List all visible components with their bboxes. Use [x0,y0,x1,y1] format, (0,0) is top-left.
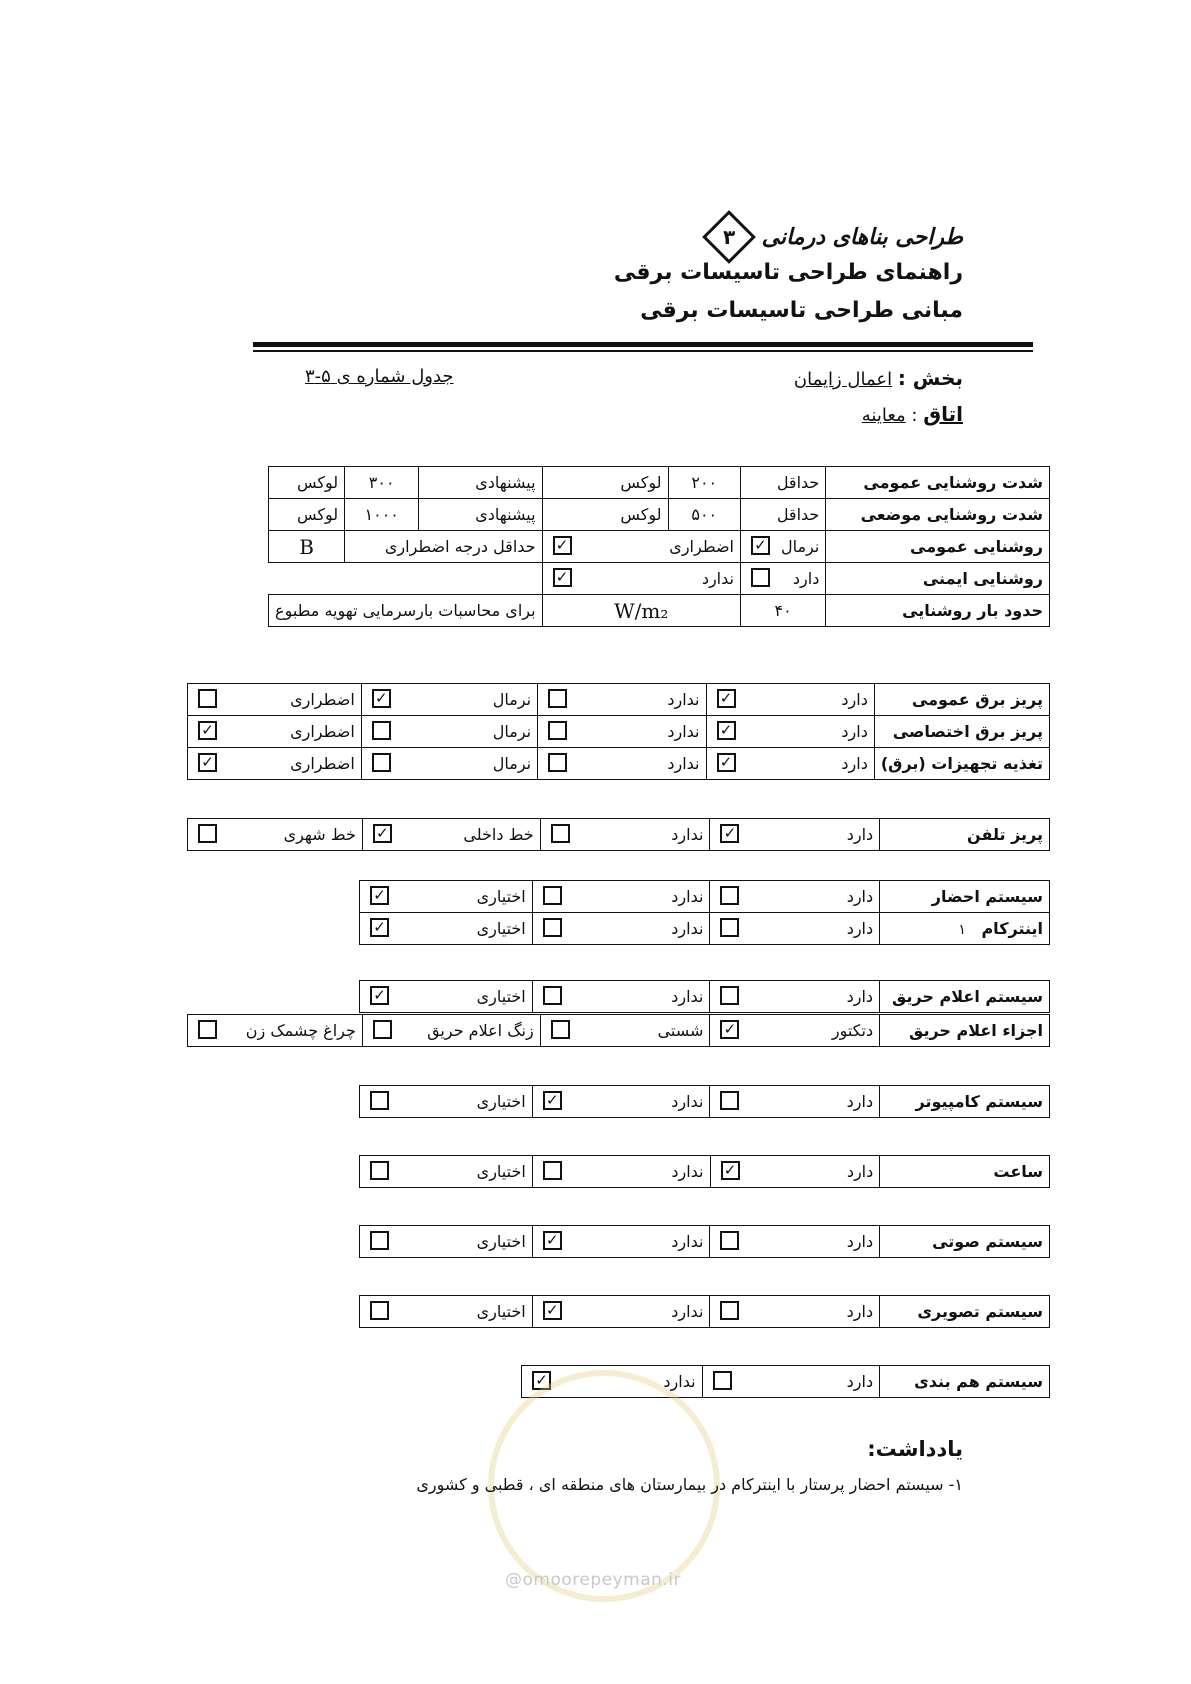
table-row [360,1226,1050,1258]
option-label: دارد [846,919,874,938]
option-label: اختیاری [476,1092,526,1111]
optional-option[interactable] [360,913,533,945]
option-label: اختیاری [476,919,526,938]
notes-heading: یادداشت: [867,1437,963,1461]
checkbox[interactable] [543,1161,562,1180]
option-label: ندارد [671,919,704,938]
empty-cell [269,563,543,595]
has-option[interactable] [740,563,825,595]
option-label: اختیاری [476,987,526,1006]
section-value: اعمال زایمان [793,369,893,390]
row-label: پریز برق عمومی [874,684,1049,716]
checkbox[interactable] [543,1231,562,1250]
option-label: دارد [841,722,868,741]
optional-option[interactable] [360,881,533,913]
checkbox[interactable] [370,918,389,937]
emergency-option[interactable] [188,684,362,716]
option-label: اختیاری [476,1232,526,1251]
has-option[interactable] [702,1366,880,1398]
checkbox[interactable] [372,689,391,708]
option-label: اضطراری [290,754,355,773]
table-row [360,913,1050,945]
rec-label: پیشنهادی [419,467,542,499]
option-label: ندارد [701,569,734,588]
min-unit: لوکس [542,499,668,531]
not-has-option[interactable] [542,563,740,595]
option-label: خط داخلی [463,825,534,844]
not-has-option[interactable] [532,1226,710,1258]
emergency-option[interactable] [542,531,740,563]
guide-subtitle: مبانی طراحی تاسیسات برقی [640,298,963,323]
option-label: دارد [841,754,868,773]
checkbox[interactable] [720,1020,739,1039]
safety-lighting-label: روشنایی ایمنی [826,563,1050,595]
table-row [269,531,1050,563]
checkbox[interactable] [717,721,736,740]
table-row [188,819,1050,851]
lighting-load-unit: W/m₂ [542,595,740,627]
note-item: ۱- سیستم احضار پرستار با اینترکام در بیمارستان های منطقه ای ، قطبی و کشوری [416,1475,963,1494]
option-label: نرمال [492,722,532,741]
checkbox[interactable] [370,986,389,1005]
checkbox[interactable] [721,1161,740,1180]
checkbox[interactable] [717,689,736,708]
series-header [710,218,963,256]
lighting-load-value: ۴۰ [740,595,825,627]
min-label: حداقل [740,499,825,531]
not-has-option[interactable] [538,716,706,748]
checkbox[interactable] [553,568,572,587]
option-label: دارد [846,887,874,906]
checkbox[interactable] [720,886,739,905]
city-line-option[interactable] [188,819,363,851]
fire-parts-table [187,1014,1050,1047]
watermark-text: @omoorepeyman.ir [505,1570,682,1590]
rec-value: ۱۰۰۰ [345,499,419,531]
clock-table [359,1155,1050,1188]
normal-option[interactable] [361,684,537,716]
row-label: ساعت [880,1156,1050,1188]
option-label: اضطراری [669,537,734,556]
table-row [188,1015,1050,1047]
has-option[interactable] [710,1156,880,1188]
checkbox[interactable] [717,753,736,772]
not-has-option[interactable] [532,1156,710,1188]
row-label: پریز برق اختصاصی [874,716,1049,748]
internal-line-option[interactable] [362,819,540,851]
option-label: ندارد [671,987,704,1006]
option-label: ندارد [671,1232,704,1251]
table-row [188,716,1050,748]
checkbox[interactable] [720,986,739,1005]
checkbox[interactable] [198,824,217,843]
has-option[interactable] [710,1086,880,1118]
checkbox[interactable] [543,918,562,937]
checkbox[interactable] [720,824,739,843]
table-row [188,748,1050,780]
option-label: اختیاری [476,1302,526,1321]
rec-value: ۳۰۰ [345,467,419,499]
room-value: معاینه [861,405,906,426]
room-label: اتاق [923,402,963,426]
video-table [359,1295,1050,1328]
has-option[interactable] [710,913,880,945]
optional-option[interactable] [360,981,533,1013]
checkbox[interactable] [543,1091,562,1110]
has-option[interactable] [706,684,874,716]
lighting-table [268,466,1050,627]
option-label: دارد [841,690,868,709]
phone-label: پریز تلفن [880,819,1050,851]
not-has-option[interactable] [540,819,710,851]
normal-option[interactable] [361,716,537,748]
row-label: سیستم احضار [880,881,1050,913]
general-lighting-label: روشنایی عمومی [826,531,1050,563]
header-rule-thick [253,342,1033,347]
option-label: دارد [846,1302,874,1321]
checkbox[interactable] [548,689,567,708]
has-option[interactable] [710,881,880,913]
checkbox[interactable] [372,721,391,740]
min-value: ۲۰۰ [668,467,740,499]
checkbox[interactable] [372,753,391,772]
checkbox[interactable] [370,1091,389,1110]
not-has-option[interactable] [532,1086,710,1118]
checkbox[interactable] [720,1091,739,1110]
rec-label: پیشنهادی [419,499,542,531]
option-label: دارد [846,1092,874,1111]
table-row [360,1086,1050,1118]
option-label: دارد [846,987,874,1006]
fire-alarm-label: سیستم اعلام حریق [880,981,1050,1013]
checkbox[interactable] [370,1161,389,1180]
lighting-load-note: برای محاسبات بارسرمایی تهویه مطبوع [269,595,543,627]
table-row [188,684,1050,716]
table-row [269,563,1050,595]
option-label: دارد [846,1162,874,1181]
series-number: ۳ [722,225,735,249]
row-label: سیستم کامپیوتر [880,1086,1050,1118]
table-row [269,467,1050,499]
option-label: ندارد [667,722,700,741]
rec-unit: لوکس [269,467,345,499]
has-option[interactable] [706,748,874,780]
checkbox[interactable] [198,689,217,708]
checkbox[interactable] [551,1020,570,1039]
optional-option[interactable] [360,1156,533,1188]
option-label: دارد [846,1232,874,1251]
flashing-light-option[interactable] [188,1015,363,1047]
phone-table [187,818,1050,851]
has-option[interactable] [706,716,874,748]
table-reference: جدول شماره ی ۵-۳ [305,366,454,387]
option-label: ندارد [671,1092,704,1111]
checkbox[interactable] [548,753,567,772]
footnote-ref: ۱ [958,921,966,938]
checkbox[interactable] [198,721,217,740]
option-label: ندارد [671,887,704,906]
call-table [359,880,1050,945]
table-row [360,981,1050,1013]
not-has-option[interactable] [538,748,706,780]
checkbox[interactable] [720,918,739,937]
fire-alarm-table [359,980,1050,1013]
optional-option[interactable] [360,1296,533,1328]
option-label: دارد [792,569,820,588]
not-has-option[interactable] [538,684,706,716]
guide-title: راهنمای طراحی تاسیسات برقی [613,260,963,285]
checkbox[interactable] [373,1020,392,1039]
checkbox[interactable] [543,986,562,1005]
option-label: اضطراری [290,690,355,709]
checkbox[interactable] [543,1301,562,1320]
optional-option[interactable] [360,1226,533,1258]
checkbox[interactable] [551,824,570,843]
option-label: شستی [657,1021,704,1040]
option-label: ندارد [663,1372,696,1391]
option-label: ندارد [671,1302,704,1321]
option-label: دتکتور [831,1021,874,1040]
checkbox[interactable] [713,1371,732,1390]
row-label: تغذیه تجهیزات (برق) [874,748,1049,780]
normal-option[interactable] [740,531,825,563]
detector-option[interactable] [710,1015,880,1047]
not-has-option[interactable] [532,981,710,1013]
header-rule-thin [253,350,1033,352]
power-table [187,683,1050,780]
push-button-option[interactable] [540,1015,710,1047]
row-label: سیستم تصویری [880,1296,1050,1328]
option-label: اختیاری [476,1162,526,1181]
option-label: دارد [846,825,874,844]
checkbox[interactable] [553,536,572,555]
checkbox[interactable] [751,568,770,587]
computer-table [359,1085,1050,1118]
room-line [862,402,963,426]
checkbox[interactable] [198,753,217,772]
section-label: بخش : [897,366,963,390]
optional-option[interactable] [360,1086,533,1118]
has-option[interactable] [710,1226,880,1258]
checkbox[interactable] [198,1020,217,1039]
option-label: نرمال [492,690,532,709]
table-row [269,499,1050,531]
option-label: نرمال [492,754,532,773]
room-sep: : [911,405,918,426]
has-option[interactable] [710,819,880,851]
checkbox[interactable] [720,1301,739,1320]
option-label: اضطراری [290,722,355,741]
row-label: سیستم صوتی [880,1226,1050,1258]
section-line [794,366,963,390]
min-label: حداقل [740,467,825,499]
option-label: چراغ چشمک زن [245,1021,356,1040]
option-label: زنگ اعلام حریق [427,1021,534,1040]
min-emergency-grade-value: B [269,531,345,563]
option-label: دارد [846,1372,874,1391]
normal-option[interactable] [361,748,537,780]
option-label: ندارد [667,690,700,709]
local-intensity-label: شدت روشنایی موضعی [826,499,1050,531]
min-emergency-grade-label: حداقل درجه اضطراری [345,531,542,563]
alarm-bell-option[interactable] [362,1015,540,1047]
checkbox[interactable] [370,1301,389,1320]
intercom-label: اینترکام [981,919,1043,938]
has-option[interactable] [710,981,880,1013]
table-row [360,1296,1050,1328]
min-value: ۵۰۰ [668,499,740,531]
checkbox[interactable] [370,886,389,905]
table-row [360,881,1050,913]
row-label: سیستم هم بندی [880,1366,1050,1398]
rec-unit: لوکس [269,499,345,531]
checkbox[interactable] [370,1231,389,1250]
option-label: ندارد [667,754,700,773]
table-row [269,595,1050,627]
series-number-badge [702,210,756,264]
min-unit: لوکس [542,467,668,499]
checkbox[interactable] [751,536,770,555]
option-label: خط شهری [283,825,356,844]
option-label: اختیاری [476,887,526,906]
checkbox[interactable] [720,1231,739,1250]
not-has-option[interactable] [532,913,710,945]
option-label: ندارد [671,825,704,844]
emergency-option[interactable] [188,716,362,748]
has-option[interactable] [710,1296,880,1328]
not-has-option[interactable] [532,1296,710,1328]
checkbox[interactable] [548,721,567,740]
fire-parts-label: اجزاء اعلام حریق [880,1015,1050,1047]
row-label [880,913,1050,945]
general-intensity-label: شدت روشنایی عمومی [826,467,1050,499]
checkbox[interactable] [373,824,392,843]
audio-table [359,1225,1050,1258]
emergency-option[interactable] [188,748,362,780]
option-label: ندارد [671,1162,704,1181]
checkbox[interactable] [543,886,562,905]
table-row [360,1156,1050,1188]
series-title: طراحی بناهای درمانی [761,224,963,250]
option-label: نرمال [780,537,820,556]
lighting-load-label: حدود بار روشنایی [826,595,1050,627]
not-has-option[interactable] [532,881,710,913]
